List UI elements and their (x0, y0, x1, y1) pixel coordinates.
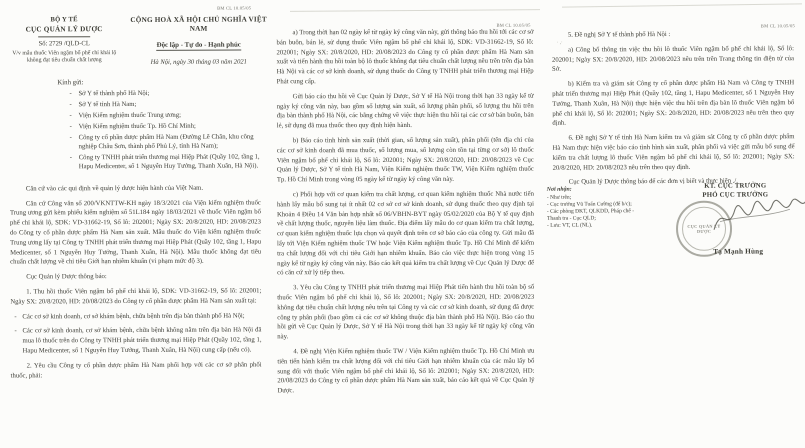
page2-body (268, 0, 540, 396)
body-paragraph: 3. Yêu cầu Công ty TNHH phát triển thương mại Hiệp Phát tiến hành thu hồi toàn bộ số thuốc Viên ngậm bổ phế chỉ khái lộ, Số lô: 202001; Ngày SX: 20/8/2020, HD: 20/08/2023 không đạt tiêu chuẩn chất lượng nêu trên tại Công ty và các cơ sở kinh doanh, sử dụng đã được công ty phân phối (bao gồm cả các cơ sở không thuộc địa bàn thành phố Hà Nội). Báo cáo thu hồi gửi về Cục Quản lý Dược, Sở Y tế Hà Nội trong thời hạn 33 ngày kể từ ngày ký công văn này. (277, 283, 535, 341)
recipient-item: - Công ty cổ phần dược phẩm Hà Nam (Đường Lê Chân, khu công nghiệp Châu Sơn, thành phố Phủ Lý, tỉnh Hà Nam); (70, 132, 261, 152)
stamp-text: CỤC QUẢN LÝ DƯỢC (687, 223, 721, 234)
signer-title-line2: PHÓ CỤC TRƯỞNG (702, 191, 769, 199)
closing-statement: Cục Quản lý Dược thông báo để các đơn vị biết và thực hiện ./. (568, 177, 738, 186)
ministry-name: BỘ Y TẾ (50, 16, 78, 24)
recipient-item: - Viện Kiểm nghiệm thuốc Trung ương; (70, 110, 261, 120)
form-code-label: BM CL 10.05/05 (760, 23, 795, 29)
distribution-item: Thanh tra - Cục QLD; (546, 215, 596, 222)
body-paragraph: 1. Thu hồi thuốc Viên ngậm bổ phế chỉ khái lộ, SDK: VD-31662-19, Số lô: 202001; Ngày SX: 20/8/2020, HD: 20/08/2023 do Công ty cổ phần dược phẩm Hà Nam sản xuất tại: (10, 287, 262, 306)
body-paragraph: Cục Quản lý Dược thông báo: (26, 273, 107, 281)
page1-body (0, 183, 270, 381)
recipient-item: - Sở Y tế tỉnh Hà Nam; (69, 99, 260, 109)
document-page-2 (268, 0, 540, 448)
distribution-item: - Như trên; (546, 194, 572, 201)
body-paragraph: - Các cơ sở kinh doanh, cơ sở khám bệnh, chữa bệnh trên địa bàn thành phố Hà Nội; (10, 311, 261, 322)
body-paragraph: Gửi báo cáo thu hồi về Cục Quản lý Dược, Sở Y tế Hà Nội trong thời hạn 33 ngày kể từ ngày ký công văn này, bao gồm số lượng sản xuất, số lượng phân phối, số lượng thu hồi trên địa bàn thành phố Hà Nội, các bằng chứng về việc thực hiện thu hồi tại các cơ sở bán buôn, bán lẻ, sử dụng đã mua thuốc theo quy định hiện hành. (276, 92, 534, 130)
signature-scribble (710, 191, 805, 242)
document-page-3 (539, 0, 805, 448)
body-paragraph: Căn cứ vào các qui định về quản lý dược hiện hành của Việt Nam. (25, 184, 204, 193)
place-and-date: Hà Nội, ngày 30 tháng 03 năm 2021 (150, 58, 247, 66)
motto-slogan: Độc lập - Tự do - Hạnh phúc (156, 41, 241, 49)
signer-name: Tạ Mạnh Hùng (713, 247, 764, 256)
salutation: Kính gửi: (57, 79, 84, 87)
national-motto: CỘNG HOÀ XÃ HỘI CHỦ NGHĨA VIỆT NAM (130, 15, 267, 33)
scan-noise: · ,· (556, 40, 563, 46)
subject-line: V/v mẫu thuốc Viên ngậm bổ phế chỉ khái lộ không đạt tiêu chuẩn chất lượng (12, 49, 117, 64)
department-name: CỤC QUẢN LÝ DƯỢC (25, 24, 103, 33)
body-paragraph: 2. Yêu cầu Công ty cổ phần dược phẩm Hà Nam phối hợp với các cơ sở phân phối thuốc, phải: (10, 361, 262, 380)
form-code-label: BM CL 10.05/05 (496, 22, 531, 28)
document-number: Số: 2729 /QLD-CL (38, 39, 90, 47)
recipient-item: - Viện Kiểm nghiệm thuốc Tp. Hồ Chí Minh; (70, 121, 261, 131)
form-code-label: BM CL 10.05/05 (217, 5, 252, 11)
body-paragraph: 5. Đề nghị Sở Y tế thành phố Hà Nội : (567, 31, 671, 39)
distribution-item: - Cục trưởng Vũ Tuấn Cường (để b/c); (546, 201, 632, 208)
body-paragraph: a) Trong thời hạn 02 ngày kể từ ngày ký công văn này, gửi thông báo thu hồi tới các cơ sở bán buôn, bán lẻ, sử dụng thuốc Viên ngậm bổ phế chỉ khái lộ, SDK: VD-31662-19, Số lô: 202001; Ngày SX: 20/8/2020, HD: 20/08/2023 do Công ty cổ phần dược phẩm Hà Nam sản xuất và tiến hành thu hồi toàn bộ lô thuốc không đạt tiêu chuẩn chất lượng nêu trên trên địa bàn Hà Nội và các cơ sở kinh doanh, sử dụng thuốc do Công ty TNHH phát triển thương mại Hiệp Phát cung cấp. (276, 28, 534, 86)
issuer-underline (38, 36, 90, 37)
body-paragraph: c) Phối hợp với cơ quan kiểm tra chất lượng, cơ quan kiểm nghiệm thuốc Nhà nước tiến hành lấy mẫu bổ sung tại ít nhất 02 cơ sở cơ sở kinh doanh, sử dụng thuốc theo quy định tại Khoản 4 Điều 14 Văn bản hợp nhất số 06/VBHN-BYT ngày 05/02/2020 của Bộ Y tế quy định về chất lượng thuốc, nguyên liệu làm thuốc. Địa điểm lấy mẫu do cơ quan kiểm tra chất lượng, cơ quan kiểm nghiệm thuốc lựa chọn và quyết định trên cơ sở báo cáo của công ty. Gửi mẫu đã lấy tới Viện Kiểm nghiệm thuốc TW hoặc Viện Kiểm nghiệm thuốc Tp. Hồ Chí Minh để kiểm tra chất lượng đối với chỉ tiêu Giới hạn nhiễm khuẩn. Báo cáo việc thực hiện trong vòng 15 ngày kể từ ngày ký công văn này. Báo cáo kết quả kiểm tra chất lượng về Cục Quản lý Dược để có căn cứ xử lý tiếp theo. (276, 190, 535, 277)
body-paragraph: Căn cứ Công văn số 200/VKNTTW-KH ngày 18/3/2021 của Viện kiểm nghiệm thuốc Trung ương gửi kèm phiếu kiểm nghiệm số 51L184 ngày 18/03/2021 về thuốc Viên ngậm bổ phế chỉ khái lộ, SDK: VD-31662-19, Số lô: 202001; Ngày SX: 20/8/2020, HD: 20/08/2023 do Công ty cổ phần dược phẩm Hà Nam sản xuất. Mẫu thuốc do Viện kiểm nghiệm thuốc Trung ương lấy tại Công ty TNHH phát triển thương mại Hiệp Phát (Quầy 102, tầng 1, Hapu Medicenter, số 1 Nguyễn Huy Tưởng, Thanh Xuân, Hà Nội). Mẫu thuốc không đạt tiêu chuẩn chất lượng về chỉ tiêu Giới hạn nhiễm khuẩn (vi phạm mức độ 3). (9, 198, 262, 266)
body-paragraph: - Các cơ sở kinh doanh, cơ sở khám bệnh, chữa bệnh không nằm trên địa bàn Hà Nội đã mua lô thuốc trên do Công ty TNHH phát triển thương mại Hiệp Phát (Quầy 102, tầng 1, Hapu Medicenter, số 1 Nguyễn Huy Tưởng, Thanh Xuân, Hà Nội) cung cấp (nếu có). (10, 326, 261, 356)
recipient-list (69, 88, 260, 172)
distribution-list (547, 186, 672, 229)
body-paragraph: 4. Đề nghị Viện Kiểm nghiệm thuốc TW / Viện Kiểm nghiệm thuốc Tp. Hồ Chí Minh ưu tiên tiến hành kiểm tra chất lượng đối với chỉ tiêu Giới hạn nhiễm khuẩn của các mẫu lấy bổ sung đối với thuốc Viên ngậm bổ phế chỉ khái lộ, Số lô: 202001; Ngày SX: 20/8/2020, HD: 20/08/2023 do Công ty cổ phần dược phẩm Hà Nam sản xuất, báo cáo kết quả về Cục Quản lý Dược. (277, 347, 535, 395)
national-header-block (129, 15, 268, 66)
recipient-item: - Sở Y tế thành phố Hà Nội; (69, 88, 260, 98)
distribution-item: - Các phòng ĐKT, QLKDD, Pháp chế - (546, 207, 635, 215)
issuer-block (0, 16, 129, 67)
recipient-item: - Công ty TNHH phát triển thương mại Hiệp Phát (Quầy 102, tầng 1, Hapu Medicenter, số 1 Nguyễn Huy Tưởng, Thanh Xuân, Hà Nội). (70, 152, 261, 172)
body-paragraph: a) Công bố thông tin việc thu hồi lô thuốc Viên ngậm bổ phế chỉ khái lộ, Số lô: 202001; Ngày SX: 20/8/2020, HD: 20/08/2023 nêu trên trên Trang thông tin điện tử của Sở. (551, 45, 795, 74)
distribution-item: - Lưu: VT, CL (NL). (546, 222, 593, 229)
body-paragraph: b) Báo cáo tình hình sản xuất (thời gian, số lượng sản xuất), phân phối (tên địa chỉ của các cơ sở kinh doanh đã mua thuốc, số lượng mua, số lượng còn tồn tại từng cơ sở) lô thuốc Viên ngậm bổ phế chỉ khái lộ, Số lô: 202001; Ngày SX: 20/8/2020, HD: 20/08/2023 về Cục Quản lý Dược, Sở Y tế tỉnh Hà Nam, Viện Kiểm nghiệm thuốc TW, Viện Kiểm nghiệm thuốc Tp. Hồ Chí Minh trong vòng 05 ngày kể từ ngày ký công văn này. (276, 136, 534, 184)
distribution-list-label: Nơi nhận: (546, 186, 572, 193)
document-page-1 (0, 0, 270, 448)
body-paragraph: 6. Đề nghị Sở Y tế tỉnh Hà Nam kiểm tra và giám sát Công ty cổ phần dược phẩm Hà Nam thực hiện việc báo cáo tình hình sản xuất, phân phối và việc gửi mẫu bổ sung để kiểm tra chất lượng lô thuốc Viên ngậm bổ phế chỉ khái lộ, Số lô: 202001; Ngày SX: 20/8/2020, HD: 20/08/2023 nêu trên theo quy định. (552, 133, 795, 172)
body-paragraph: b) Kiểm tra và giám sát Công ty cổ phần dược phẩm Hà Nam và Công ty TNHH phát triển thương mại Hiệp Phát (Quầy 102, tầng 1, Hapu Medicenter, số 1 Nguyễn Huy Tưởng, Thanh Xuân, Hà Nội) thực hiện việc thu hồi trên địa bàn lô thuốc Viên ngậm bổ phế chỉ khái lộ, Số lô: 202001; Ngày SX: 20/8/2020, HD: 20/08/2023 nêu trên theo quy định. (552, 79, 795, 128)
signer-title-line1: KT. CỤC TRƯỞNG (704, 182, 767, 190)
